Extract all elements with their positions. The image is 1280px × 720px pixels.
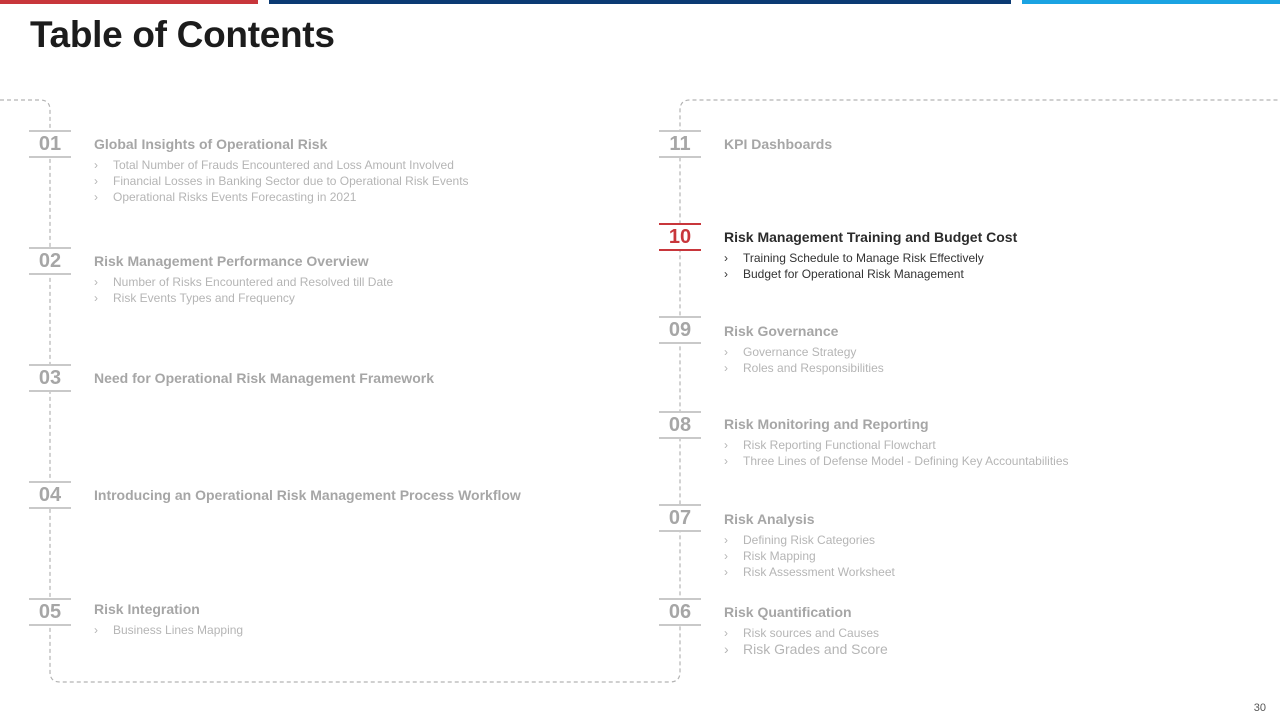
- section-item: › Risk Reporting Functional Flowchart: [724, 437, 1264, 453]
- section-item: › Three Lines of Defense Model - Defining Key Accountabilities: [724, 453, 1264, 469]
- section-item: › Training Schedule to Manage Risk Effectively: [724, 250, 1264, 266]
- section-number-03: 03: [29, 364, 71, 392]
- toc-section-07[interactable]: [724, 510, 1264, 580]
- section-number-11: 11: [659, 130, 701, 158]
- section-item: › Number of Risks Encountered and Resolved till Date: [94, 274, 634, 290]
- toc-section-03[interactable]: [94, 369, 634, 391]
- section-item: › Risk Events Types and Frequency: [94, 290, 634, 306]
- page-number: 30: [1253, 702, 1266, 714]
- toc-section-05[interactable]: [94, 600, 634, 638]
- section-item: › Risk Grades and Score: [724, 641, 1264, 658]
- section-item: › Business Lines Mapping: [94, 622, 634, 638]
- section-title: Risk Management Performance Overview: [94, 253, 369, 269]
- section-title: Need for Operational Risk Management Framework: [94, 370, 434, 386]
- toc-section-10[interactable]: [724, 228, 1264, 282]
- section-number-09: 09: [659, 316, 701, 344]
- section-title: Risk Governance: [724, 323, 839, 339]
- toc-section-02[interactable]: [94, 252, 634, 306]
- section-number-08: 08: [659, 411, 701, 439]
- section-title: Introducing an Operational Risk Management Process Workflow: [94, 487, 521, 503]
- section-item: › Financial Losses in Banking Sector due to Operational Risk Events: [94, 173, 634, 189]
- section-item: › Total Number of Frauds Encountered and Loss Amount Involved: [94, 157, 634, 173]
- section-title: Global Insights of Operational Risk: [94, 136, 328, 152]
- toc-section-04[interactable]: [94, 486, 634, 508]
- section-title: Risk Integration: [94, 601, 200, 617]
- section-title: Risk Analysis: [724, 511, 815, 527]
- section-item: › Risk Assessment Worksheet: [724, 564, 1264, 580]
- section-number-06: 06: [659, 598, 701, 626]
- toc-section-06[interactable]: [724, 603, 1264, 658]
- section-item: › Governance Strategy: [724, 344, 1264, 360]
- toc-section-09[interactable]: [724, 322, 1264, 376]
- section-number-04: 04: [29, 481, 71, 509]
- page-title: Table of Contents: [30, 14, 335, 55]
- section-number-02: 02: [29, 247, 71, 275]
- section-number-07: 07: [659, 504, 701, 532]
- section-item: › Budget for Operational Risk Management: [724, 266, 1264, 282]
- section-item: › Risk Mapping: [724, 548, 1264, 564]
- section-title: Risk Management Training and Budget Cost: [724, 229, 1018, 245]
- section-item: › Defining Risk Categories: [724, 532, 1264, 548]
- section-number-05: 05: [29, 598, 71, 626]
- section-item: › Roles and Responsibilities: [724, 360, 1264, 376]
- section-title: KPI Dashboards: [724, 136, 833, 152]
- section-title: Risk Monitoring and Reporting: [724, 416, 929, 432]
- toc-section-01[interactable]: [94, 135, 634, 205]
- section-number-10: 10: [659, 223, 701, 251]
- toc-section-08[interactable]: [724, 415, 1264, 469]
- section-item: › Risk sources and Causes: [724, 625, 1264, 641]
- section-item: › Operational Risks Events Forecasting in 2021: [94, 189, 634, 205]
- section-number-01: 01: [29, 130, 71, 158]
- section-title: Risk Quantification: [724, 604, 852, 620]
- toc-section-11[interactable]: [724, 135, 1264, 157]
